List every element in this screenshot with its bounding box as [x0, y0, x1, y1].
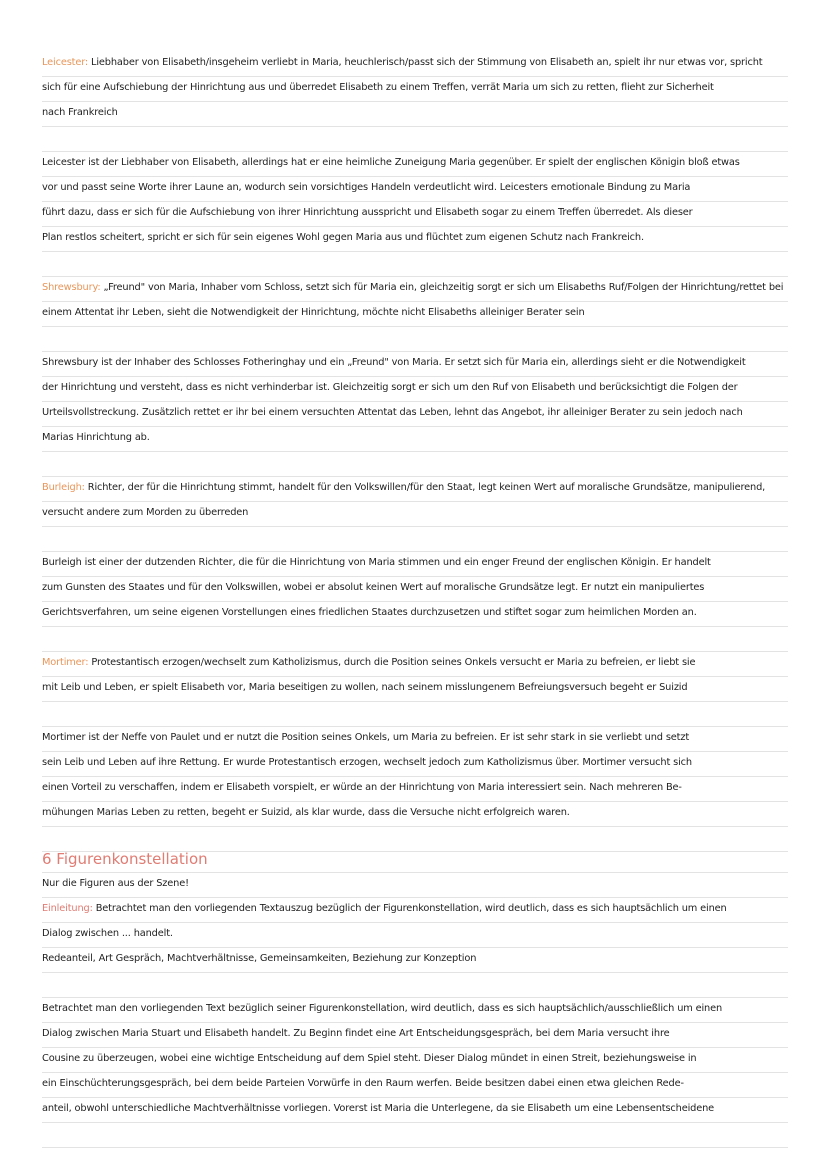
ruled-line — [42, 626, 788, 652]
section-heading: 6 Figurenkonstellation — [42, 847, 788, 873]
leicester-note-line: sich für eine Aufschiebung der Hinrichtung aus und überredet Elisabeth zu einem Treffen, verrät Maria um sich zu retten, flieht zur Sicherheit — [42, 76, 788, 102]
leicester-note-line — [42, 51, 788, 77]
character-label-burleigh: Burleigh: — [42, 482, 85, 493]
leicester-note-line: nach Frankreich — [42, 101, 788, 127]
ruled-line — [42, 251, 788, 277]
burleigh-text-line: Gerichtsverfahren, um seine eigenen Vorstellungen eines friedlichen Staates durchzusetzen und stiftet sogar zum heimlichen Morden an. — [42, 601, 788, 627]
character-label-mortimer: Mortimer: — [42, 657, 89, 668]
section6-text-line: Dialog zwischen Maria Stuart und Elisabeth handelt. Zu Beginn findet eine Art Entscheidungsgespräch, bei dem Maria versucht ihre — [42, 1022, 788, 1048]
leicester-text-line: Leicester ist der Liebhaber von Elisabeth, allerdings hat er eine heimliche Zuneigung Maria gegenüber. Er spielt der englischen Königin bloß etwas — [42, 151, 788, 177]
section6-text-line: anteil, obwohl unterschiedliche Machtverhältnisse vorliegen. Vorerst ist Maria die Unterlegene, da sie Elisabeth um eine Lebensentscheidene — [42, 1097, 788, 1123]
mortimer-text-line: Mortimer ist der Neffe von Paulet und er nutzt die Position seines Onkels, um Maria zu befreien. Er ist sehr stark in sie verliebt und setzt — [42, 726, 788, 752]
burleigh-text-line: Burleigh ist einer der dutzenden Richter, die für die Hinrichtung von Maria stimmen und ein enger Freund der englischen Königin. Er handelt — [42, 551, 788, 577]
ruled-line — [42, 526, 788, 552]
intro-label: Einleitung: — [42, 903, 93, 914]
shrewsbury-note-line: einem Attentat ihr Leben, sieht die Notwendigkeit der Hinrichtung, möchte nicht Elisabeths alleiniger Berater sein — [42, 301, 788, 327]
ruled-line — [42, 451, 788, 477]
leicester-text-line: vor und passt seine Worte ihrer Laune an, wodurch sein vorsichtiges Handeln verdeutlicht wird. Leicesters emotionale Bindung zu Maria — [42, 176, 788, 202]
mortimer-text-line: mühungen Marias Leben zu retten, begeht er Suizid, als klar wurde, dass die Versuche nicht erfolgreich waren. — [42, 801, 788, 827]
section-note: Nur die Figuren aus der Szene! — [42, 872, 788, 898]
shrewsbury-text-line: Marias Hinrichtung ab. — [42, 426, 788, 452]
character-label-leicester: Leicester: — [42, 57, 89, 68]
ruled-line — [42, 972, 788, 998]
leicester-text-line: führt dazu, dass er sich für die Aufschiebung von ihrer Hinrichtung ausspricht und Elisabeth sogar zu einem Treffen überredet. Als dieser — [42, 201, 788, 227]
section6-text-line: ein Einschüchterungsgespräch, bei dem beide Parteien Vorwürfe in den Raum werfen. Beide besitzen dabei einen etwa gleichen Rede- — [42, 1072, 788, 1098]
note-text: Richter, der für die Hinrichtung stimmt, handelt für den Volkswillen/für den Staat, legt keinen Wert auf moralische Grundsätze, manipulierend, — [87, 482, 766, 493]
mortimer-text-line: einen Vorteil zu verschaffen, indem er Elisabeth vorspielt, er würde an der Hinrichtung von Maria interessiert sein. Nach mehreren Be- — [42, 776, 788, 802]
mortimer-text-line: sein Leib und Leben auf ihre Rettung. Er wurde Protestantisch erzogen, wechselt jedoch zum Katholizismus über. Mortimer versucht sich — [42, 751, 788, 777]
note-text: Protestantisch erzogen/wechselt zum Katholizismus, durch die Position seines Onkels versucht er Maria zu befreien, er liebt sie — [91, 657, 696, 668]
note-text: „Freund" von Maria, Inhaber vom Schloss, setzt sich für Maria ein, gleichzeitig sorgt er sich um Elisabeths Ruf/Folgen der Hinrichtung/rettet bei — [103, 282, 784, 293]
leicester-text-line: Plan restlos scheitert, spricht er sich für sein eigenes Wohl gegen Maria aus und flüchtet zum eigenen Schutz nach Frankreich. — [42, 226, 788, 252]
shrewsbury-text-line: Urteilsvollstreckung. Zusätzlich rettet er ihr bei einem versuchten Attentat das Leben, lehnt das Angebot, ihr alleiniger Berater zu sein jedoch nach — [42, 401, 788, 427]
mortimer-note-line: mit Leib und Leben, er spielt Elisabeth vor, Maria beseitigen zu wollen, nach seinem misslungenem Befreiungsversuch begeht er Suizid — [42, 676, 788, 702]
ruled-line — [42, 1122, 788, 1148]
burleigh-note-line: versucht andere zum Morden zu überreden — [42, 501, 788, 527]
shrewsbury-text-line: Shrewsbury ist der Inhaber des Schlosses Fotheringhay und ein „Freund" von Maria. Er setzt sich für Maria ein, allerdings sieht er die Notwendigkeit — [42, 351, 788, 377]
burleigh-note-line — [42, 476, 788, 502]
shrewsbury-text-line: der Hinrichtung und versteht, dass es nicht verhinderbar ist. Gleichzeitig sorgt er sich um den Ruf von Elisabeth und berücksichtigt die Folgen der — [42, 376, 788, 402]
section6-text-line: Cousine zu überzeugen, wobei eine wichtige Entscheidung auf dem Spiel steht. Dieser Dialog mündet in einen Streit, beziehungsweise in — [42, 1047, 788, 1073]
intro-line: Dialog zwischen ... handelt. — [42, 922, 788, 948]
mortimer-note-line — [42, 651, 788, 677]
section6-text-line: Betrachtet man den vorliegenden Text bezüglich seiner Figurenkonstellation, wird deutlich, dass es sich hauptsächlich/ausschließlich um einen — [42, 997, 788, 1023]
burleigh-text-line: zum Gunsten des Staates und für den Volkswillen, wobei er absolut keinen Wert auf moralische Grundsätze legt. Er nutzt ein manipuliertes — [42, 576, 788, 602]
ruled-line — [42, 701, 788, 727]
ruled-line — [42, 326, 788, 352]
character-label-shrewsbury: Shrewsbury: — [42, 282, 101, 293]
intro-text: Betrachtet man den vorliegenden Textauszug bezüglich der Figurenkonstellation, wird deutlich, dass es sich hauptsächlich um einen — [95, 903, 727, 914]
intro-line — [42, 897, 788, 923]
aspects-line: Redeanteil, Art Gespräch, Machtverhältnisse, Gemeinsamkeiten, Beziehung zur Konzeption — [42, 947, 788, 973]
ruled-line — [42, 126, 788, 152]
note-text: Liebhaber von Elisabeth/insgeheim verliebt in Maria, heuchlerisch/passt sich der Stimmung von Elisabeth an, spielt ihr nur etwas vor, spricht — [91, 57, 763, 68]
shrewsbury-note-line — [42, 276, 788, 302]
